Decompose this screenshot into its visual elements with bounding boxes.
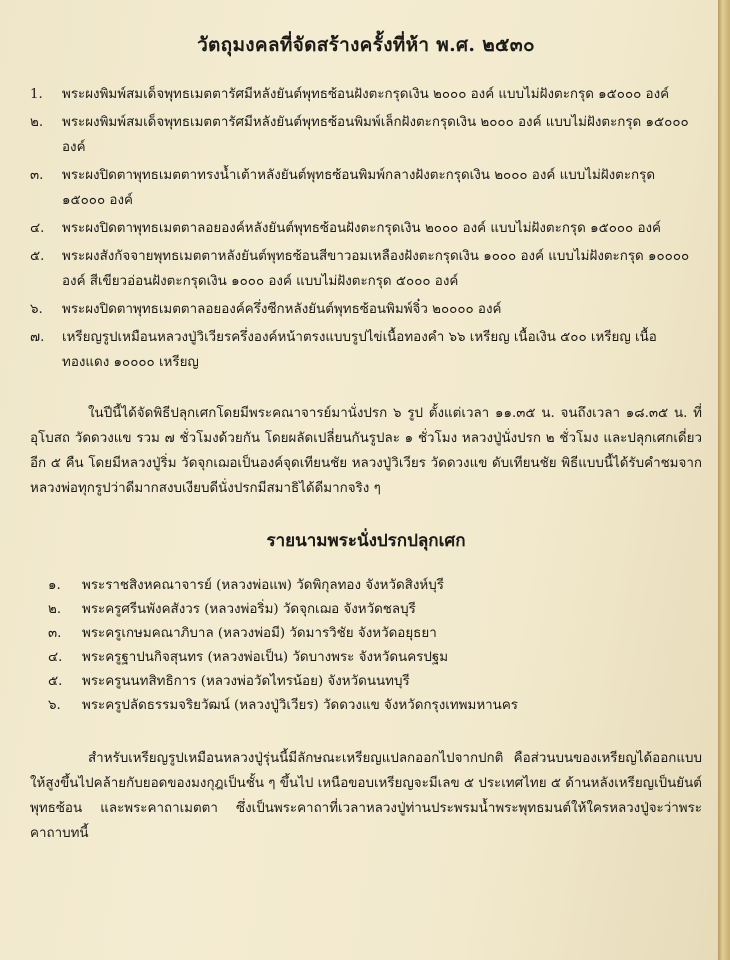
list-item [48, 574, 702, 598]
item-text: พระครูปลัดธรรมจริยวัฒน์ (หลวงปู่วิเวียร) วัดดวงแข จังหวัดกรุงเทพมหานคร [82, 698, 518, 713]
item-number: ๕. [48, 674, 63, 689]
book-spine-edge [718, 0, 730, 960]
list-item [48, 646, 702, 670]
list-item [30, 216, 702, 241]
item-number: ๖. [48, 698, 61, 713]
item-text: พระครูฐาปนกิจสุนทร (หลวงพ่อเป็น) วัดบางพระ จังหวัดนครปฐม [82, 650, 449, 665]
item-number: ๗. [30, 330, 45, 345]
page-title: วัตถุมงคลที่จัดสร้างครั้งที่ห้า พ.ศ. ๒๕๓๐ [197, 34, 535, 56]
monk-list [48, 574, 702, 718]
section-title: รายนามพระนั่งปรกปลุกเศก [266, 531, 466, 551]
item-number: ๔. [48, 650, 63, 665]
list-item [30, 244, 702, 294]
list-item [48, 598, 702, 622]
item-text: พระครูศรีนพังคสังวร (หลวงพ่อริ่ม) วัดจุกเฌอ จังหวัดชลบุรี [82, 602, 416, 617]
list-item [30, 163, 702, 213]
list-item [30, 325, 702, 375]
item-number: 1. [30, 87, 43, 102]
coin-paragraph: สำหรับเหรียญรูปเหมือนหลวงปู่รุ่นนี้มีลักษณะเหรียญแปลกออกไปจากปกติ คือส่วนบนของเหรียญได้ออกแบบให้สูงขึ้นไปคล้ายกับยอดของมงกุฎเป็นชั้น ๆ ขึ้นไป เหนือขอบเหรียญจะมีเลข ๕ ประเทศไทย ๕ ด้านหลังเหรียญเป็นยันต์พุทธซ้อน และพระคาถาเมตตา ซึ่งเป็นพระคาถาที่เวลาหลวงปู่ท่านประพรมน้ำพระพุทธมนต์ให้ใครหลวงปู่จะว่าพระคาถาบทนี้ [30, 751, 702, 841]
list-item [30, 82, 702, 107]
item-text: พระราชสิงหคณาจารย์ (หลวงพ่อแพ) วัดพิกุลทอง จังหวัดสิงห์บุรี [82, 578, 444, 593]
item-number: ๔. [30, 221, 45, 236]
list-item [48, 622, 702, 646]
item-text: เหรียญรูปเหมือนหลวงปู่วิเวียรครึ่งองค์หน้าตรงแบบรูปไข่เนื้อทองคำ ๖๖ เหรียญ เนื้อเงิน ๕๐๐ เหรียญ เนื้อทองแดง ๑๐๐๐๐ เหรียญ [62, 330, 657, 370]
item-text: พระผงพิมพ์สมเด็จพุทธเมตตารัศมีหลังยันต์พุทธซ้อนพิมพ์เล็กฝังตะกรุดเงิน ๒๐๐๐ องค์ แบบไม่ฝังตะกรุด ๑๕๐๐๐ องค์ [62, 115, 689, 155]
item-text: พระผงปิดตาพุทธเมตตาลอยองค์หลังยันต์พุทธซ้อนฝังตะกรุดเงิน ๒๐๐๐ องค์ แบบไม่ฝังตะกรุด ๑๕๐๐๐ องค์ [62, 221, 662, 236]
list-item [30, 110, 702, 160]
item-text: พระผงปิดตาพุทธเมตตาลอยองค์ครึ่งซีกหลังยันต์พุทธซ้อนพิมพ์จิ๋ว ๒๐๐๐๐ องค์ [62, 302, 502, 317]
item-number: ๒. [30, 115, 44, 130]
amulet-list [30, 82, 702, 375]
item-text: พระผงสังกัจจายพุทธเมตตาหลังยันต์พุทธซ้อนสีขาวอมเหลืองฝังตะกรุดเงิน ๑๐๐๐ องค์ แบบไม่ฝังตะกรุด ๑๐๐๐๐ องค์ สีเขียวอ่อนฝังตะกรุดเงิน ๑๐๐๐ องค์ แบบไม่ฝังตะกรุด ๕๐๐๐ องค์ [62, 249, 690, 289]
list-item [30, 297, 702, 322]
item-number: ๕. [30, 249, 45, 264]
item-number: ๓. [48, 626, 62, 641]
item-text: พระผงปิดตาพุทธเมตตาทรงน้ำเต้าหลังยันต์พุทธซ้อนพิมพ์กลางฝังตะกรุดเงิน ๒๐๐๐ องค์ แบบไม่ฝังตะกรุด ๑๕๐๐๐ องค์ [62, 168, 656, 208]
item-number: ๑. [48, 578, 61, 593]
item-text: พระครูเกษมคณาภิบาล (หลวงพ่อมี) วัดมารวิชัย จังหวัดอยุธยา [82, 626, 437, 641]
item-text: พระครูนนทสิทธิการ (หลวงพ่อวัดไทรน้อย) จังหวัดนนทบุรี [82, 674, 410, 689]
item-number: ๒. [48, 602, 62, 617]
item-number: ๓. [30, 168, 44, 183]
ceremony-paragraph: ในปีนี้ได้จัดพิธีปลุกเศกโดยมีพระคณาจารย์มานั่งปรก ๖ รูป ตั้งแต่เวลา ๑๑.๓๕ น. จนถึงเวลา ๑๘.๓๕ น. ที่อุโบสถ วัดดวงแข รวม ๗ ชั่วโมงด้วยกัน โดยผลัดเปลี่ยนกันรูปละ ๑ ชั่วโมง หลวงปู่นั่งปรก ๒ ชั่วโมง และปลุกเศกเดี่ยวอีก ๕ คืน โดยมีหลวงปู่ริ่ม วัดจุกเฌอเป็นองค์จุดเทียนชัย หลวงปู่วิเวียร วัดดวงแข ดับเทียนชัย พิธีแบบนี้ได้รับคำชมจากหลวงพ่อทุกรูปว่าดีมากสงบเงียบดีนั่งปรกมีสมาธิได้ดีมากจริง ๆ [30, 406, 702, 496]
list-item [48, 694, 702, 718]
list-item [48, 670, 702, 694]
item-number: ๖. [30, 302, 43, 317]
item-text: พระผงพิมพ์สมเด็จพุทธเมตตารัศมีหลังยันต์พุทธซ้อนฝังตะกรุดเงิน ๒๐๐๐ องค์ แบบไม่ฝังตะกรุด ๑๕๐๐๐ องค์ [62, 87, 670, 102]
